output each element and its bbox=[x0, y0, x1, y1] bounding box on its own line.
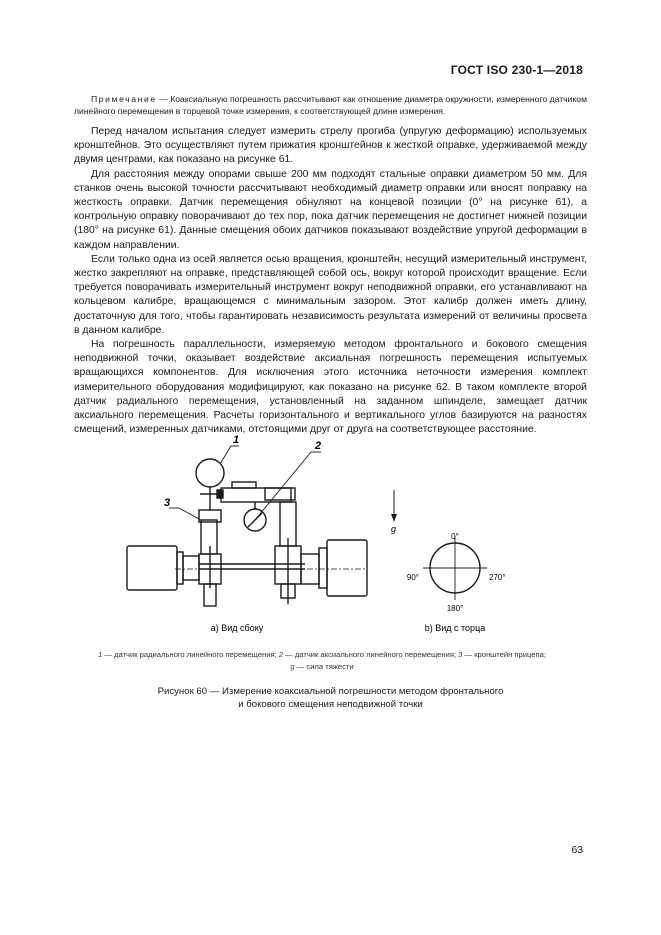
paragraph-4: На погрешность параллельности, измеряемую методом фронтального и бокового смещения неподвижной точки, оказывает воздействие аксиальная погрешность перемещения испытуемых вращающихся компонентов. Для исключения этого источника неточности измерения комплект измерительного оборудования модифицируют, как показано на рисунке 62. В таком комплекте второй датчик радиального перемещения, установленный на заданном шпинделе, замещает датчик аксиального перемещения. Расчеты горизонтального и вертикального углов базируются на разностях смещений, измеренных датчиками, отстоящими друг от друга на соответствующее расстояние. bbox=[74, 339, 587, 436]
angle-0: 0° bbox=[451, 532, 459, 541]
figure-caption bbox=[74, 686, 587, 711]
legend-text-g: — сила тяжести bbox=[294, 661, 354, 671]
view-side-label: а) Вид сбоку bbox=[210, 623, 264, 633]
callout-2: 2 bbox=[315, 440, 322, 452]
note-paragraph bbox=[74, 94, 587, 118]
callout-3: 3 bbox=[164, 497, 171, 509]
left-spindle-housing bbox=[127, 546, 177, 590]
bracket-column bbox=[201, 520, 217, 554]
view-end-label: b) Вид с торца bbox=[424, 623, 486, 633]
left-spindle-nose bbox=[183, 556, 199, 580]
angle-270: 270° bbox=[489, 573, 506, 582]
right-spindle-housing bbox=[327, 540, 367, 596]
legend-key-3: 3 bbox=[458, 650, 463, 659]
caption-line-2: и бокового смещения неподвижной точки bbox=[238, 698, 423, 710]
body-text bbox=[74, 125, 587, 437]
figure-drawing bbox=[115, 428, 535, 643]
figure-60 bbox=[115, 428, 535, 643]
page-header-standard: ГОСТ ISO 230-1—2018 bbox=[450, 63, 583, 77]
legend-text-3: — кронштейн прицепа; bbox=[462, 650, 546, 659]
callout-1: 1 bbox=[233, 434, 240, 446]
paragraph-2: Для расстояния между опорами свыше 200 мм подходят стальные оправки диаметром 50 мм. Для станков очень высокой точности рассчитывают необходимый диаметр оправки или вносят поправку на жесткость оправки. Датчик перемещения обнуляют на концевой позиции (0° на рисунке 61), а контрольную оправку поворачивают до тех пор, пока датчик перемещения не достигнет нижней позиции (180° на рисунке 61). Данные смещения обоих датчиков показывают воздействие упругой деформации в каждом направлении. bbox=[74, 168, 587, 251]
angle-180: 180° bbox=[446, 604, 464, 613]
legend-key-2: 2 bbox=[278, 650, 284, 659]
angle-90: 90° bbox=[406, 573, 419, 582]
legend-text-1: — датчик радиального линейного перемещения; bbox=[102, 650, 279, 659]
figure-legend bbox=[52, 649, 592, 672]
gravity-label: g bbox=[391, 524, 397, 534]
note-text: — Коаксиальную погрешность рассчитывают как отношение диаметра окружности, измеренного датчиком линейного перемещения в торцевой точке измерения, к соответствующей длине измерения. bbox=[74, 94, 587, 116]
legend-key-g: g bbox=[290, 661, 295, 671]
paragraph-3: Если только одна из осей является осью вращения, кронштейн, несущий измерительный инструмент, жестко закрепляют на оправке, представляющей собой ось, вокруг которой происходит вращение. Если требуется поворачивать измерительный инструмент вокруг неподвижной оправки, его устанавливают на кольцевом калибре, вращающемся с минимальным зазором. Этот калибр должен иметь длину, достаточную для того, чтобы гарантировать независимость результата измерений от величины просвета в данном калибре. bbox=[74, 253, 587, 336]
legend-text-2: — датчик аксиального линейного перемещения; bbox=[283, 650, 459, 659]
page-number: 63 bbox=[571, 845, 583, 856]
caption-line-1: Рисунок 60 — Измерение коаксиальной погрешности методом фронтального bbox=[157, 686, 504, 697]
left-spindle-collar bbox=[177, 552, 183, 584]
note-label: Примечание bbox=[91, 94, 157, 104]
paragraph-1: Перед началом испытания следует измерить стрелу прогиба (упругую деформацию) используемых кронштейнов. Это осуществляют путем прижатия кронштейнов к жесткой оправке, удерживаемой между двумя центрами, как показано на рисунке 61. bbox=[74, 126, 587, 166]
legend-key-1: 1 bbox=[98, 650, 103, 659]
dial-indicator-1 bbox=[196, 459, 224, 487]
